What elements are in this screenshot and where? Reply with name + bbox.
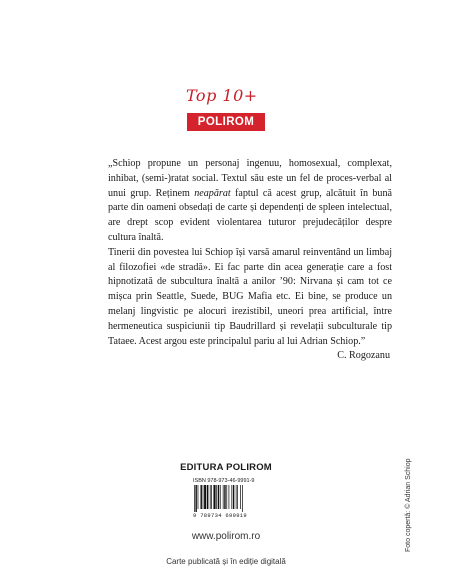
isbn-number: ISBN 978-973-46-9991-9 [193, 478, 255, 484]
barcode-icon [193, 485, 260, 512]
publisher-website: www.polirom.ro [191, 531, 261, 542]
polirom-logo-badge: POLIROM [187, 113, 265, 131]
back-cover-blurb [108, 157, 392, 364]
photo-credit: Foto copertă: © Adrian Schiop [405, 458, 412, 552]
blurb-signature: C. Rogozanu [337, 350, 390, 362]
publisher-name: EDITURA POLIROM [180, 462, 272, 473]
blurb-paragraph-2: Tinerii din povestea lui Schiop își varsă amarul reinventând un limbaj al filozofiei «de stradă». Ei fac parte din acea generație care a fost hipnotizată de subcultura înaltă a anilor ’90: Nirvana și cam tot ce mișca prin Seattle, Suede, BUG Mafia etc. Ei bine, se produce un melanj lingvistic pe alocuri irezistibil, uneori prea artificial, între hermeneutica suspiciunii tip Baudrillard și revelații subculturale tip Tataee. Acest argou este principalul pariu al lui Adrian Schiop.” [108, 246, 392, 347]
blurb-text-1b: faptul că acest grup, alcătuit în bună parte din oameni obsedați de carte și dependenți de spleen intelectual, are drept scop evident violentarea tuturor prejudecăților despre cultura înaltă. [108, 187, 392, 243]
blurb-paragraph-1 [108, 157, 392, 246]
series-title: Top 10+ [186, 86, 258, 105]
digital-edition-note: Carte publicată și în ediție digitală [166, 557, 286, 566]
blurb-emphasis: neapărat [194, 187, 231, 199]
barcode-digits: 9 789734 699919 [193, 512, 248, 519]
blurb-text-1a: „Schiop propune un personaj ingenuu, homosexual, complexat, inhibat, (semi-)ratat social. Textul său este un fel de proces-verbal al unui grup. Reținem [108, 158, 392, 199]
isbn-barcode-block [193, 478, 260, 519]
